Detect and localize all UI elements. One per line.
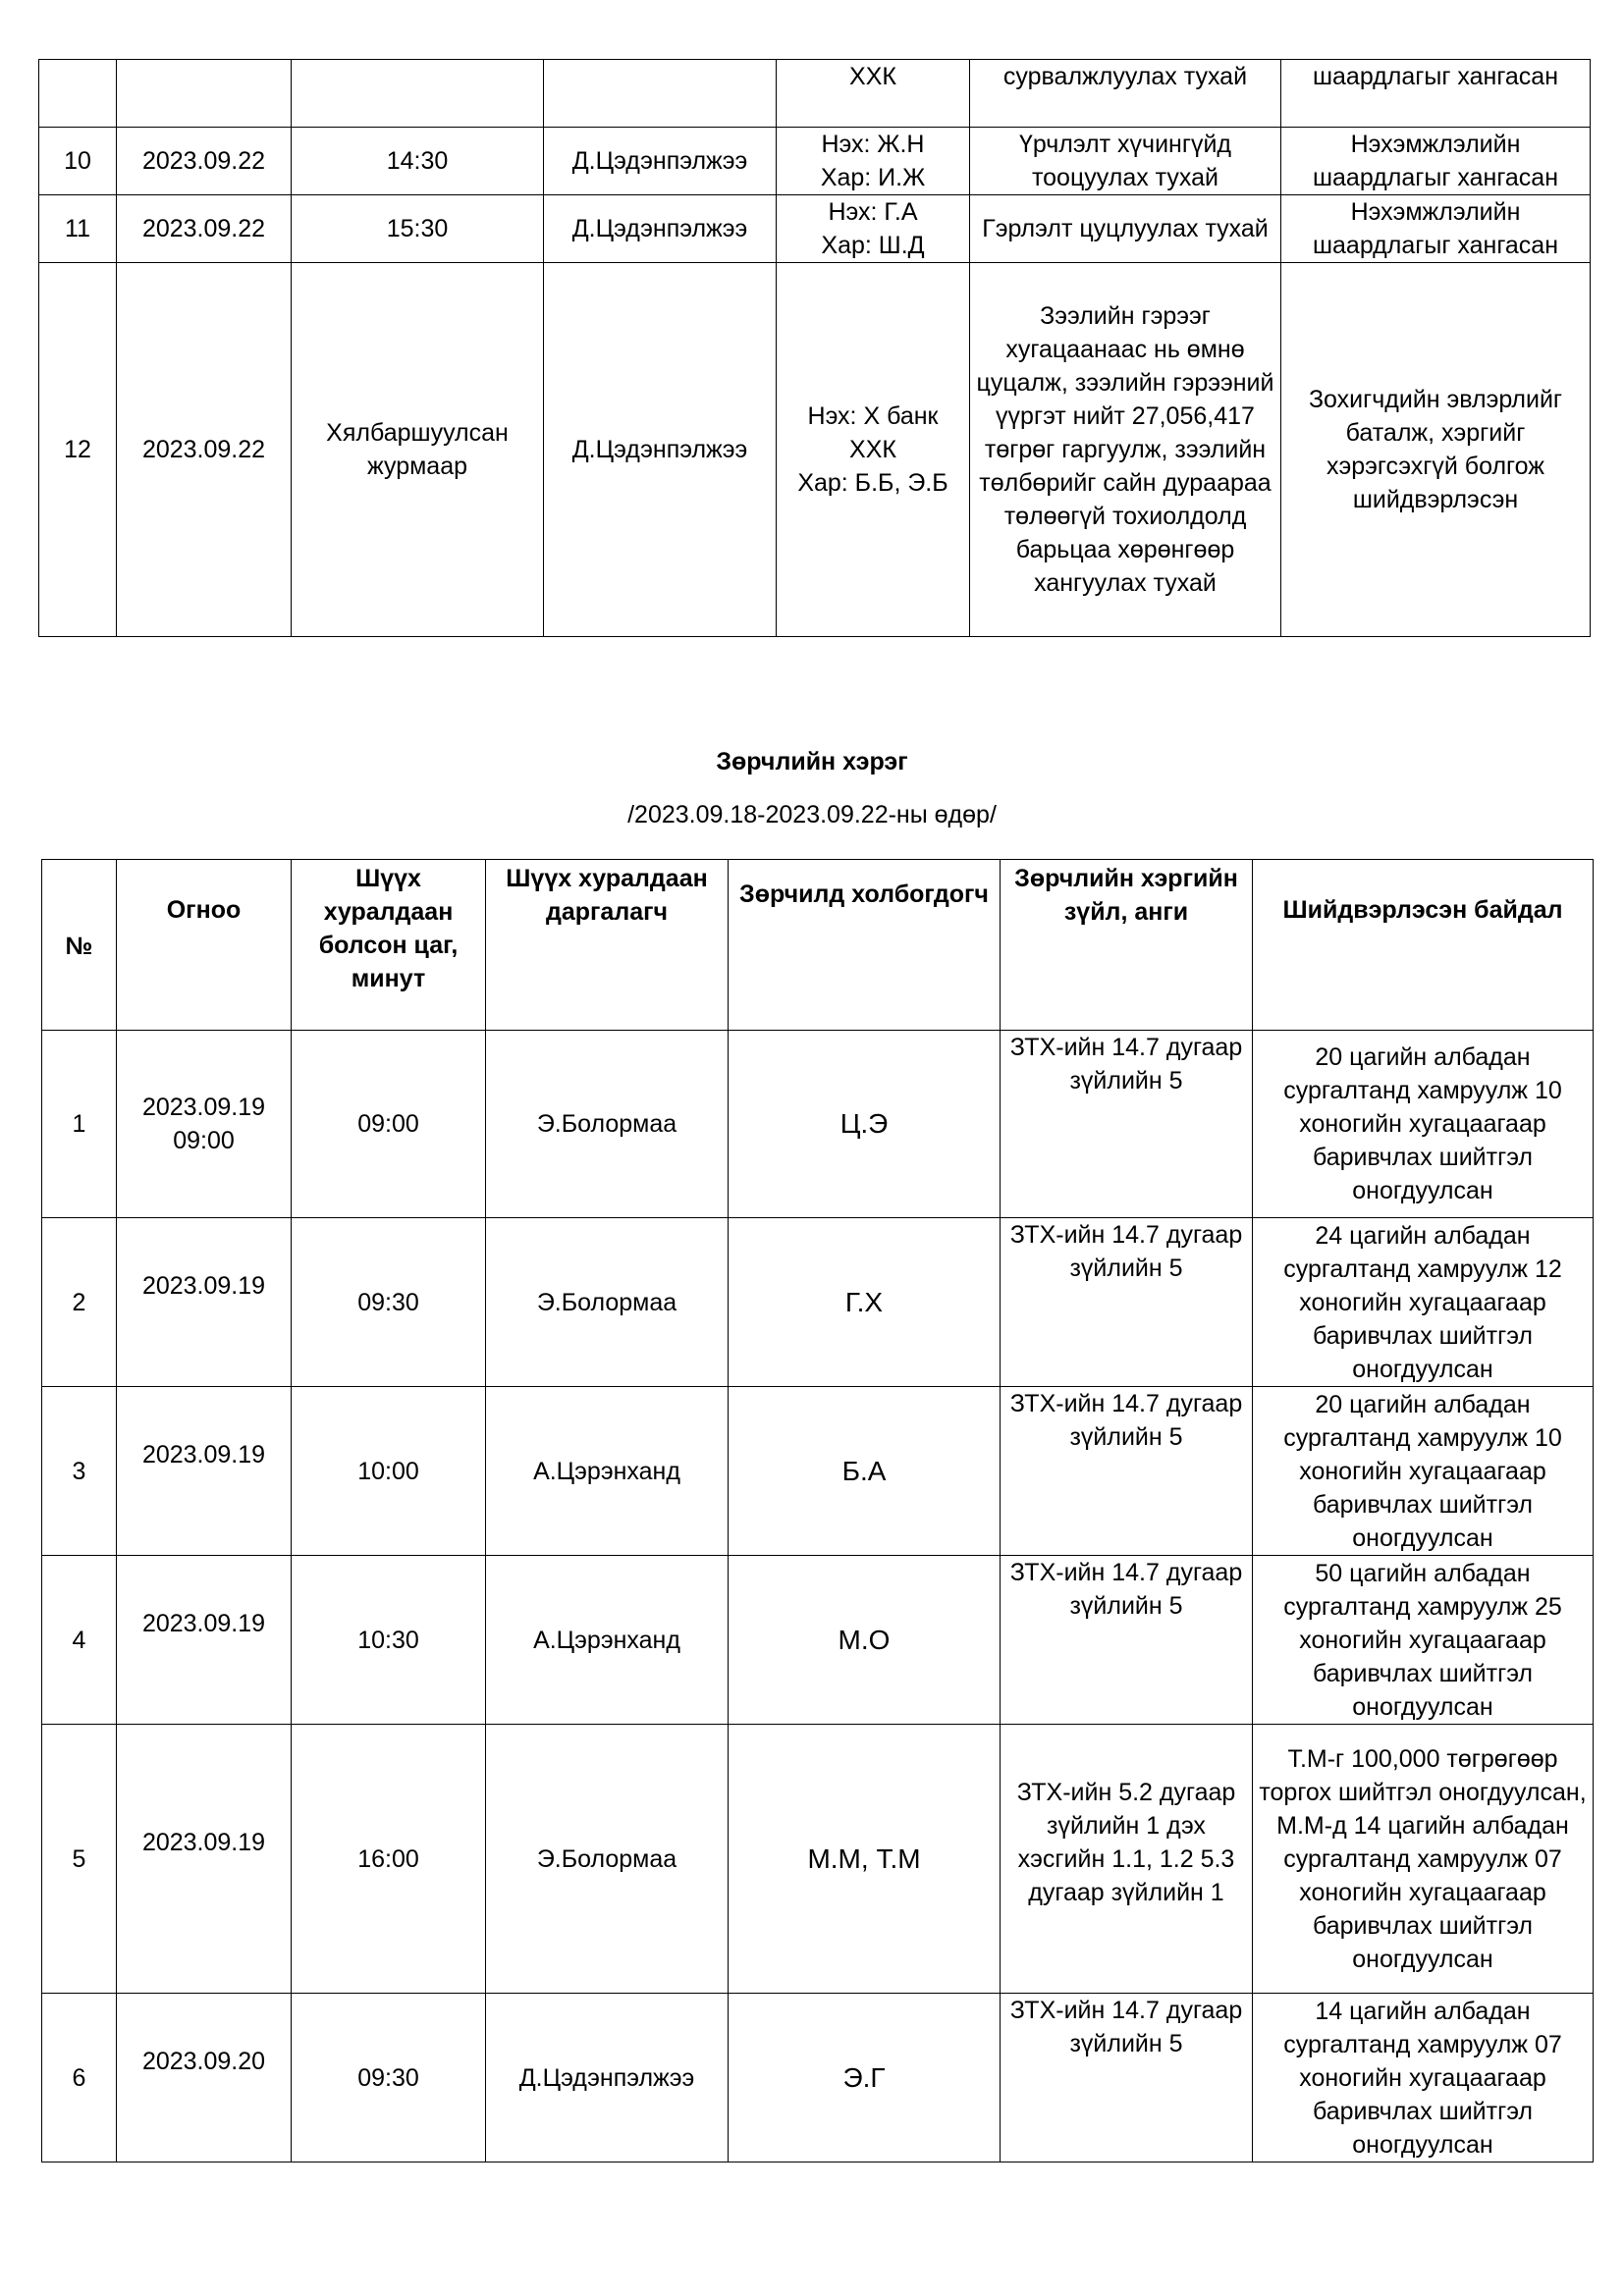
section-title: Зөрчлийн хэрэг xyxy=(716,748,908,775)
subject-cell: Гэрлэлт цуцлуулах тухай xyxy=(970,195,1281,263)
table-row xyxy=(42,1556,1594,1725)
subject-cell: сурвалжлуулах тухай xyxy=(970,60,1281,128)
table-row xyxy=(39,195,1591,263)
offender-cell: Г.Х xyxy=(729,1218,1001,1387)
table-row xyxy=(42,1994,1594,2163)
judge-cell: Д.Цэдэнпэлжээ xyxy=(486,1994,729,2163)
date-cell: 2023.09.22 xyxy=(117,128,292,195)
decision-cell: 24 цагийн албадан сургалтанд хамруулж 12 хоногийн хугацаагаар баривчлах шийтгэл оногдуулсан xyxy=(1253,1218,1594,1387)
judge-cell: Э.Болормаа xyxy=(486,1031,729,1218)
date-cell: 2023.09.19 09:00 xyxy=(117,1031,292,1218)
judge-cell xyxy=(544,60,777,128)
date-cell: 2023.09.19 xyxy=(117,1556,292,1725)
number-cell: 1 xyxy=(42,1031,117,1218)
date-cell: 2023.09.22 xyxy=(117,263,292,637)
header-offender: Зөрчилд холбогдогч xyxy=(729,860,1001,1031)
number-cell: 5 xyxy=(42,1725,117,1994)
violations-table xyxy=(41,859,1594,2163)
result-cell: Нэхэмжлэлийн шаардлагыг хангасан xyxy=(1281,195,1591,263)
subject-cell: Зээлийн гэрээг хугацаанаас нь өмнө цуцалж, зээлийн гэрээний үүргэт нийт 27,056,417 төгрөг гаргуулж, зээлийн төлбөрийг сайн дураараа төлөөгүй тохиолдолд барьцаа хөрөнгөөр хангуулах тухай xyxy=(970,263,1281,637)
decision-cell: 20 цагийн албадан сургалтанд хамруулж 10 хоногийн хугацаагаар баривчлах шийтгэл оногдуулсан xyxy=(1253,1031,1594,1218)
header-number: № xyxy=(42,860,117,1031)
header-article: Зөрчлийн хэргийн зүйл, анги xyxy=(1001,860,1253,1031)
date-cell: 2023.09.19 xyxy=(117,1725,292,1994)
parties-cell: Нэх: Г.А Хар: Ш.Д xyxy=(777,195,970,263)
time-cell: 14:30 xyxy=(292,128,544,195)
result-cell: шаардлагыг хангасан xyxy=(1281,60,1591,128)
date-cell xyxy=(117,60,292,128)
article-cell: ЗТХ-ийн 14.7 дугаар зүйлийн 5 xyxy=(1001,1031,1253,1218)
date-cell: 2023.09.19 xyxy=(117,1218,292,1387)
offender-cell: Э.Г xyxy=(729,1994,1001,2163)
article-cell: ЗТХ-ийн 14.7 дугаар зүйлийн 5 xyxy=(1001,1387,1253,1556)
parties-cell: Нэх: Ж.Н Хар: И.Ж xyxy=(777,128,970,195)
subject-cell: Үрчлэлт хүчингүйд тооцуулах тухай xyxy=(970,128,1281,195)
judge-cell: Д.Цэдэнпэлжээ xyxy=(544,128,777,195)
decision-cell: Т.М-г 100,000 төгрөгөөр торгох шийтгэл оногдуулсан, М.М-д 14 цагийн албадан сургалтанд хамруулж 07 хоногийн хугацаагаар баривчлах шийтгэл оногдуулсан xyxy=(1253,1725,1594,1994)
table-row xyxy=(42,1218,1594,1387)
header-presiding-judge: Шүүх хуралдаан даргалагч xyxy=(486,860,729,1031)
result-cell: Нэхэмжлэлийн шаардлагыг хангасан xyxy=(1281,128,1591,195)
time-cell: 10:00 xyxy=(292,1387,486,1556)
header-decision: Шийдвэрлэсэн байдал xyxy=(1253,860,1594,1031)
number-cell: 3 xyxy=(42,1387,117,1556)
date-cell: 2023.09.22 xyxy=(117,195,292,263)
header-hearing-time: Шүүх хуралдаан болсон цаг, минут xyxy=(292,860,486,1031)
time-cell xyxy=(292,60,544,128)
parties-cell: ХХК xyxy=(777,60,970,128)
civil-cases-table xyxy=(38,59,1591,637)
article-cell: ЗТХ-ийн 14.7 дугаар зүйлийн 5 xyxy=(1001,1218,1253,1387)
table-row xyxy=(42,1387,1594,1556)
judge-cell: Э.Болормаа xyxy=(486,1218,729,1387)
offender-cell: Ц.Э xyxy=(729,1031,1001,1218)
time-cell: 16:00 xyxy=(292,1725,486,1994)
time-cell: 10:30 xyxy=(292,1556,486,1725)
number-cell: 4 xyxy=(42,1556,117,1725)
date-cell: 2023.09.20 xyxy=(117,1994,292,2163)
table-row xyxy=(39,60,1591,128)
case-number-cell xyxy=(39,60,117,128)
article-cell: ЗТХ-ийн 14.7 дугаар зүйлийн 5 xyxy=(1001,1994,1253,2163)
time-cell: 09:30 xyxy=(292,1994,486,2163)
section-date-range: /2023.09.18-2023.09.22-ны өдөр/ xyxy=(627,801,997,828)
table-header-row xyxy=(42,860,1594,1031)
case-number-cell: 12 xyxy=(39,263,117,637)
result-cell: Зохигчдийн эвлэрлийг баталж, хэргийг хэрэгсэхгүй болгож шийдвэрлэсэн xyxy=(1281,263,1591,637)
time-cell: 09:30 xyxy=(292,1218,486,1387)
article-cell: ЗТХ-ийн 14.7 дугаар зүйлийн 5 xyxy=(1001,1556,1253,1725)
judge-cell: Д.Цэдэнпэлжээ xyxy=(544,263,777,637)
decision-cell: 20 цагийн албадан сургалтанд хамруулж 10 хоногийн хугацаагаар баривчлах шийтгэл оногдуулсан xyxy=(1253,1387,1594,1556)
decision-cell: 50 цагийн албадан сургалтанд хамруулж 25 хоногийн хугацаагаар баривчлах шийтгэл оногдуулсан xyxy=(1253,1556,1594,1725)
article-cell: ЗТХ-ийн 5.2 дугаар зүйлийн 1 дэх хэсгийн 1.1, 1.2 5.3 дугаар зүйлийн 1 xyxy=(1001,1725,1253,1994)
number-cell: 2 xyxy=(42,1218,117,1387)
table-row xyxy=(39,263,1591,637)
time-cell: Хялбаршуулсан журмаар xyxy=(292,263,544,637)
table-row xyxy=(42,1031,1594,1218)
judge-cell: Д.Цэдэнпэлжээ xyxy=(544,195,777,263)
table-row xyxy=(42,1725,1594,1994)
parties-cell: Нэх: Х банк ХХК Хар: Б.Б, Э.Б xyxy=(777,263,970,637)
judge-cell: А.Цэрэнханд xyxy=(486,1556,729,1725)
judge-cell: Э.Болормаа xyxy=(486,1725,729,1994)
offender-cell: М.М, Т.М xyxy=(729,1725,1001,1994)
time-cell: 09:00 xyxy=(292,1031,486,1218)
table-row xyxy=(39,128,1591,195)
offender-cell: М.О xyxy=(729,1556,1001,1725)
offender-cell: Б.А xyxy=(729,1387,1001,1556)
case-number-cell: 11 xyxy=(39,195,117,263)
date-cell: 2023.09.19 xyxy=(117,1387,292,1556)
decision-cell: 14 цагийн албадан сургалтанд хамруулж 07 хоногийн хугацаагаар баривчлах шийтгэл оногдуулсан xyxy=(1253,1994,1594,2163)
judge-cell: А.Цэрэнханд xyxy=(486,1387,729,1556)
time-cell: 15:30 xyxy=(292,195,544,263)
case-number-cell: 10 xyxy=(39,128,117,195)
number-cell: 6 xyxy=(42,1994,117,2163)
header-date: Огноо xyxy=(117,860,292,1031)
